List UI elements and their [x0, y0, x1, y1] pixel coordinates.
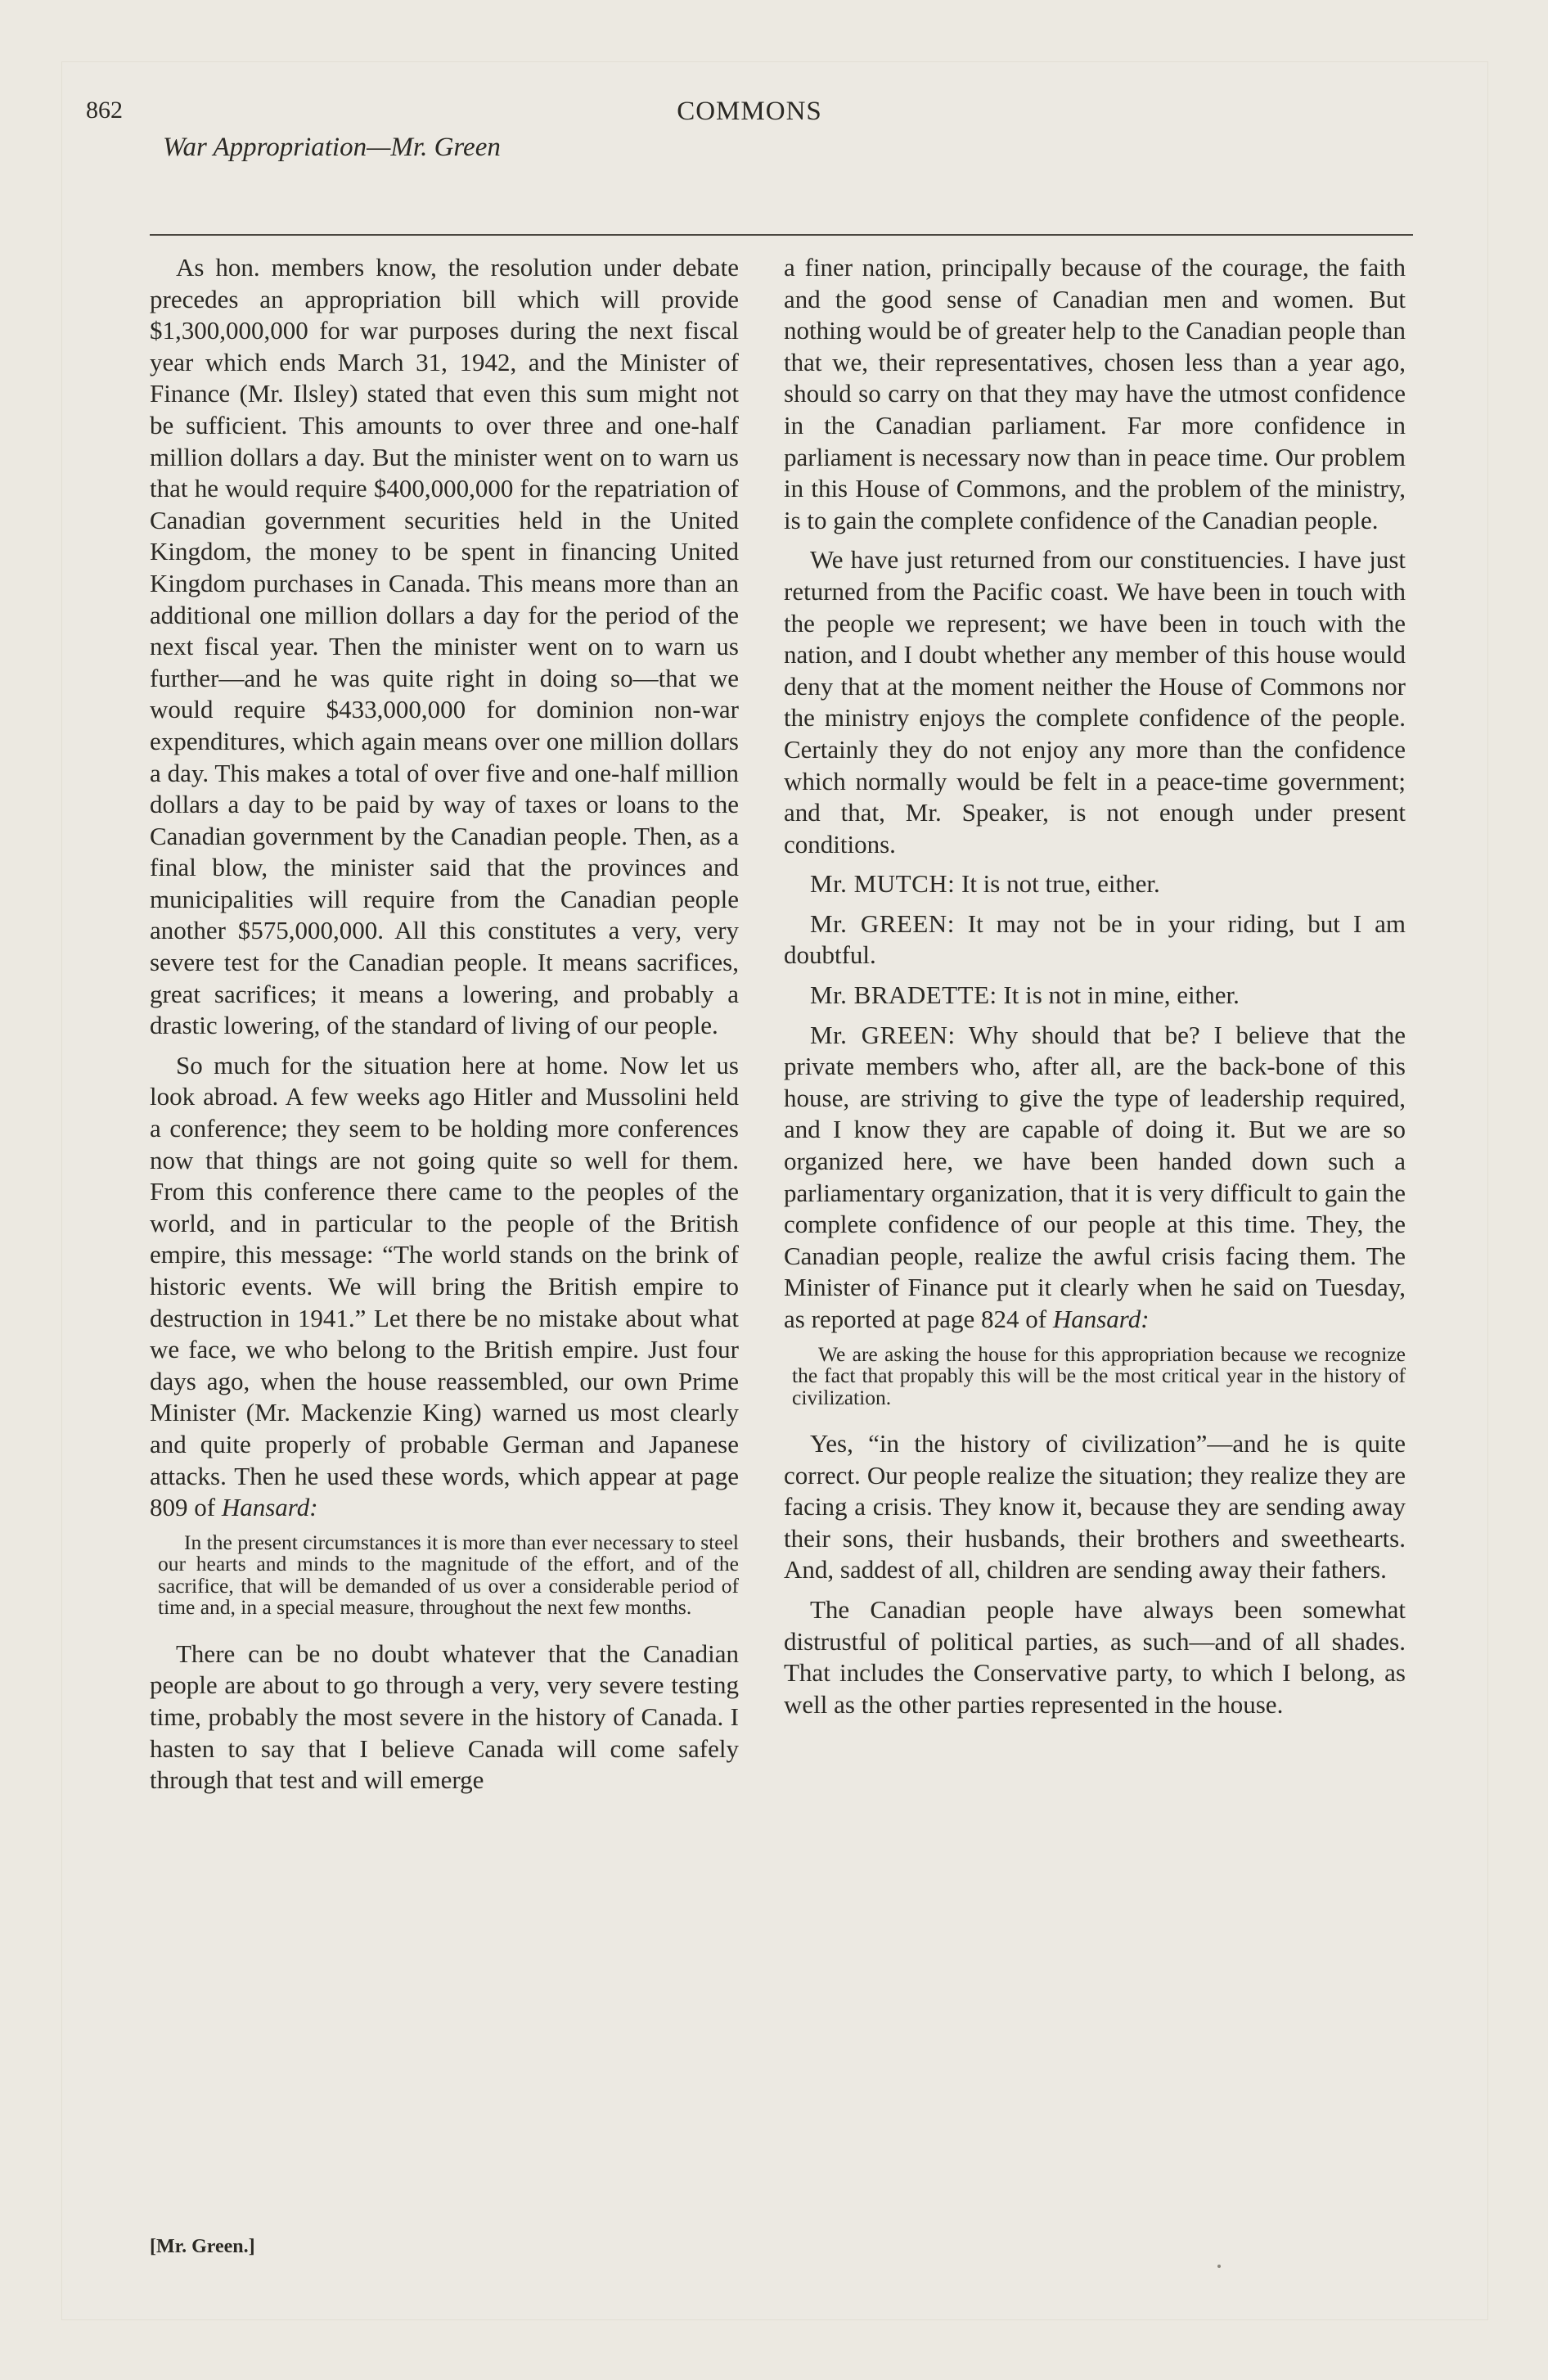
speech-text: It may not be in your riding, but I am doubtful. [784, 908, 1406, 970]
block-quote: In the present circumstances it is more than ever necessary to steel our hearts and minds to the magnitude of the effort, and of the sacrifice, that will be demanded of us over a considerable period of time and, in a special measure, throughout the next few months. [158, 1530, 739, 1620]
paragraph: As hon. members know, the resolution under debate precedes an appropriation bill which will provide $1,300,000,000 for war purposes during the next fiscal year which ends March 31, 1942, and the Minister of Finance (Mr. Ilsley) stated that even this sum might not be sufficient. This amounts to over three and one-half million dollars a day. But the minister went on to warn us that he would require $400,000,000 for the repatriation of Canadian government securities held in the United Kingdom, the money to be spent in financing United Kingdom purchases in Canada. This means more than an additional one million dollars a day for the period of the next fiscal year. Then the minister went on to warn us further—and he was quite right in doing so—that we would require $433,000,000 for dominion non-war expenditures, which again means over one million dollars a day. This makes a total of over five and one-half million dollars a day to be paid by way of taxes or loans to the Canadian government by the Canadian people. Then, as a final blow, the minister said that the provinces and municipalities will require from the Canadian people another $575,000,000. All this constitutes a very, very severe test for the Canadian people. It means sacrifices, great sacrifices; it means a lowering, and probably a drastic lowering, of the standard of living of our people. [150, 253, 739, 1040]
speech-green [784, 1020, 1406, 1336]
paragraph-text: So much for the situation here at home. Now let us look abroad. A few weeks ago Hitler and Mussolini held a conference; they seem to be holding more conferences now that things are not going quite so well for them. From this conference there came to the peoples of the world, and in particular to the people of the British empire, this message: “The world stands on the brink of historic events. We will bring the British empire to destruction in 1941.” Let there be no mistake about what we face, we who belong to the British empire. Just four days ago, when the house reassembled, our own Prime Minister (Mr. Mackenzie King) warned us most clearly and quite properly of probable German and Japanese attacks. Then he used these words, which appear at page 809 of [150, 1050, 739, 1522]
right-column [784, 252, 1406, 1729]
speech-text: It is not in mine, either. [997, 980, 1240, 1010]
paragraph: We have just returned from our constituencies. I have just returned from the Pacific coast. We have been in touch with the people we represent; we have been in touch with the nation, and I doubt whether any member of this house would deny that at the moment neither the House of Commons nor the ministry enjoys the complete confidence of the people. Certainly they do not enjoy any more than the confidence which normally would be felt in a peace-time government; and that, Mr. Speaker, is not enough under present conditions. [784, 545, 1406, 859]
block-quote: We are asking the house for this appropriation because we recognize the fact that propably this will be the most critical year in the history of civilization. [792, 1341, 1406, 1409]
hansard-reference: Hansard: [1052, 1305, 1150, 1333]
speech-text: It is not true, either. [955, 869, 1160, 899]
running-head: War Appropriation—Mr. Green [163, 133, 501, 162]
hansard-reference: Hansard: [221, 1493, 318, 1522]
paragraph: a finer nation, principally because of the courage, the faith and the good sense of Canadian men and women. But nothing would be of greater help to the Canadian people than that we, their representatives, chosen less than a year ago, should so carry on that they may have the utmost confidence in the Canadian parliament. Far more confidence in parliament is necessary now than in peace time. Our problem in this House of Commons, and the problem of the ministry, is to gain the complete confidence of the Canadian people. [784, 253, 1406, 534]
left-column [150, 252, 739, 1805]
paragraph: Yes, “in the history of civilization”—and he is quite correct. Our people realize the situation; they realize they are facing a crisis. They know it, because they are sending away their sons, their husbands, their brothers and sweethearts. And, saddest of all, children are sending away their fathers. [784, 1429, 1406, 1584]
speech-green [784, 908, 1406, 971]
speech-bradette [784, 980, 1406, 1012]
speaker-name: Mr. BRADETTE: [810, 980, 997, 1010]
page-header [86, 97, 1413, 219]
paragraph: There can be no doubt whatever that the Canadian people are about to go through a very, very severe testing time, probably the most severe in the history of Canada. I hasten to say that I believe Canada will come safely through that test and will emerge [150, 1639, 739, 1795]
paragraph: The Canadian people have always been somewhat distrustful of political parties, as such—and of all shades. That includes the Conservative party, to which I belong, as well as the other parties represented in the house. [784, 1595, 1406, 1719]
journal-title: COMMONS [677, 97, 822, 126]
header-rule [150, 234, 1413, 236]
speech-text: Why should that be? I believe that the private members who, after all, are the back-bone of this house, are striving to give the type of leadership required, and I know they are capable of doing it. But we are so organized here, we have been handed down such a parliamentary organization, that it is very difficult to gain the complete confidence of our people at this time. They, the Canadian people, realize the awful crisis facing them. The Minister of Finance put it clearly when he said on Tuesday, as reported at page 824 of [784, 1020, 1406, 1333]
speaker-name: Mr. GREEN: [810, 908, 955, 938]
speaker-name: Mr. GREEN: [810, 1020, 956, 1049]
page-number: 862 [86, 97, 123, 124]
ink-speck [1217, 2265, 1221, 2268]
speech-mutch [784, 868, 1406, 900]
speaker-name: Mr. MUTCH: [810, 869, 956, 899]
paragraph [150, 1050, 739, 1524]
footer-speaker-tag: [Mr. Green.] [150, 2236, 255, 2257]
